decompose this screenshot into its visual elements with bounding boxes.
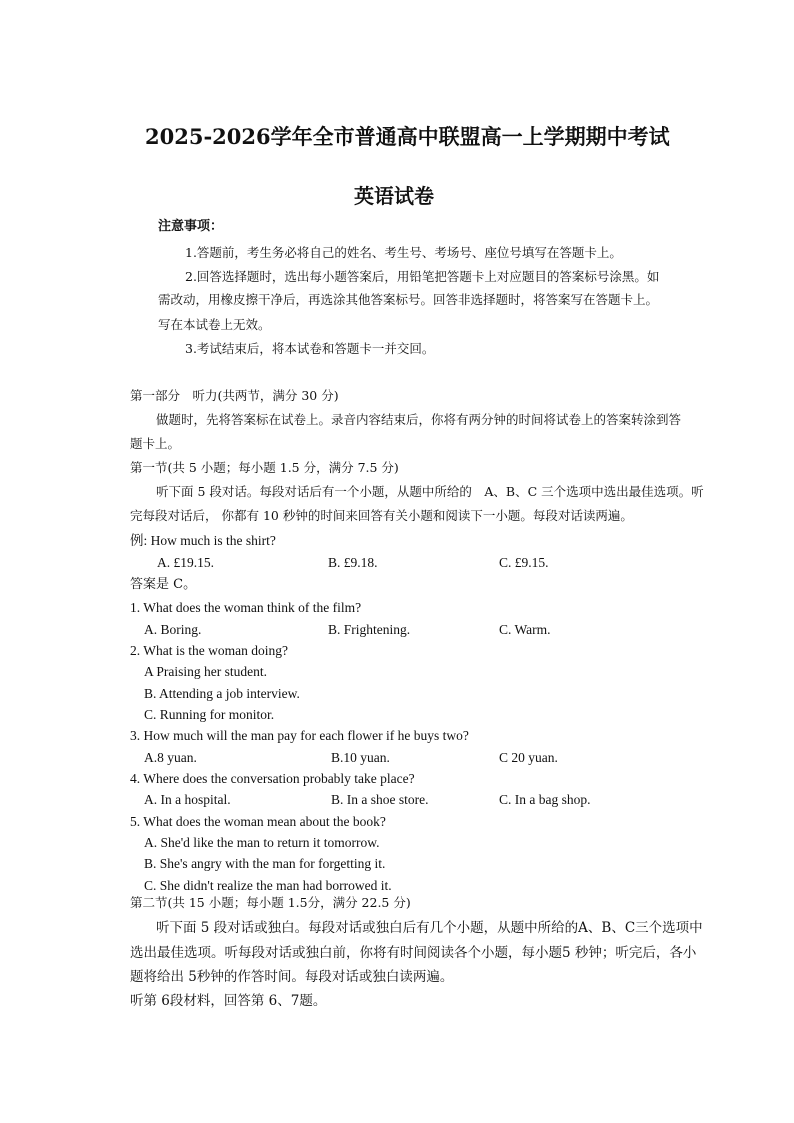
q2-option-c: C. Running for monitor. <box>144 707 275 722</box>
part1-heading: 第一部分 听力(共两节，满分 30 分) <box>130 388 339 403</box>
notice-item-2-line-2: 需改动，用橡皮擦干净后，再选涂其他答案标号。回答非选择题时，将答案写在答题卡上。 <box>158 292 659 307</box>
q2-option-a: A Praising her student. <box>144 664 267 679</box>
section1-intro-line-1: 听下面 5 段对话。每段对话后有一个小题，从题中所给的 A、B、C 三个选项中选出最佳选项。听 <box>156 484 704 499</box>
example-answer: 答案是 C。 <box>130 577 197 592</box>
q5-option-c: C. She didn't realize the man had borrowed it. <box>144 878 392 893</box>
q1-option-a: A. Boring. <box>144 622 202 637</box>
section2-intro-line-3: 题将给出 5秒钟的作答时间。每段对话或独白读两遍。 <box>130 969 454 985</box>
q1-question: 1. What does the woman think of the film? <box>130 600 362 615</box>
section1-heading: 第一节(共 5 小题；每小题 1.5 分，满分 7.5 分) <box>130 460 399 475</box>
example-option-b: B. £9.18. <box>328 555 378 570</box>
notice-heading: 注意事项： <box>158 219 224 234</box>
notice-item-1: 1.答题前，考生务必将自己的姓名、考生号、考场号、座位号填写在答题卡上。 <box>185 245 622 260</box>
example-question: 例: How much is the shirt? <box>130 533 276 548</box>
q2-question: 2. What is the woman doing? <box>130 643 288 658</box>
section1-intro-line-2: 完每段对话后， 你都有 10 秒钟的时间来回答有关小题和阅读下一小题。每段对话读两遍。 <box>130 508 633 523</box>
section2-intro-line-1: 听下面 5 段对话或独白。每段对话或独白后有几个小题，从题中所给的A、B、C三个选项中 <box>156 920 703 936</box>
q3-option-c: C 20 yuan. <box>499 750 558 765</box>
example-option-c: C. £9.15. <box>499 555 549 570</box>
q4-option-a: A. In a hospital. <box>144 792 231 807</box>
q5-option-a: A. She'd like the man to return it tomorrow. <box>144 835 380 850</box>
section2-heading: 第二节(共 15 小题；每小题 1.5分，满分 22.5 分) <box>130 895 411 910</box>
q1-option-b: B. Frightening. <box>328 622 411 637</box>
q2-option-b: B. Attending a job interview. <box>144 686 300 701</box>
material-6-instruction: 听第 6段材料，回答第 6、7题。 <box>130 993 327 1009</box>
exam-subtitle: 英语试卷 <box>354 184 434 208</box>
q3-option-a: A.8 yuan. <box>144 750 197 765</box>
q1-option-c: C. Warm. <box>499 622 551 637</box>
q3-question: 3. How much will the man pay for each flower if he buys two? <box>130 728 469 743</box>
part1-intro-line-1: 做题时，先将答案标在试卷上。录音内容结束后，你将有两分钟的时间将试卷上的答案转涂到答 <box>156 412 682 427</box>
notice-item-2-line-1: 2.回答选择题时，选出每小题答案后，用铅笔把答题卡上对应题目的答案标号涂黑。如 <box>185 269 660 284</box>
exam-title: 2025-2026学年全市普通高中联盟高一上学期期中考试 <box>145 124 670 149</box>
q5-option-b: B. She's angry with the man for forgetting it. <box>144 856 386 871</box>
q3-option-b: B.10 yuan. <box>331 750 390 765</box>
part1-intro-line-2: 题卡上。 <box>130 436 181 451</box>
q4-option-b: B. In a shoe store. <box>331 792 429 807</box>
notice-item-3: 3.考试结束后，将本试卷和答题卡一并交回。 <box>185 341 435 356</box>
notice-item-2-line-3: 写在本试卷上无效。 <box>158 317 271 332</box>
q4-option-c: C. In a bag shop. <box>499 792 591 807</box>
q5-question: 5. What does the woman mean about the book? <box>130 814 386 829</box>
q4-question: 4. Where does the conversation probably take place? <box>130 771 415 786</box>
section2-intro-line-2: 选出最佳选项。听每段对话或独白前，你将有时间阅读各个小题，每小题5 秒钟；听完后，各小 <box>130 945 697 961</box>
example-option-a: A. £19.15. <box>157 555 214 570</box>
